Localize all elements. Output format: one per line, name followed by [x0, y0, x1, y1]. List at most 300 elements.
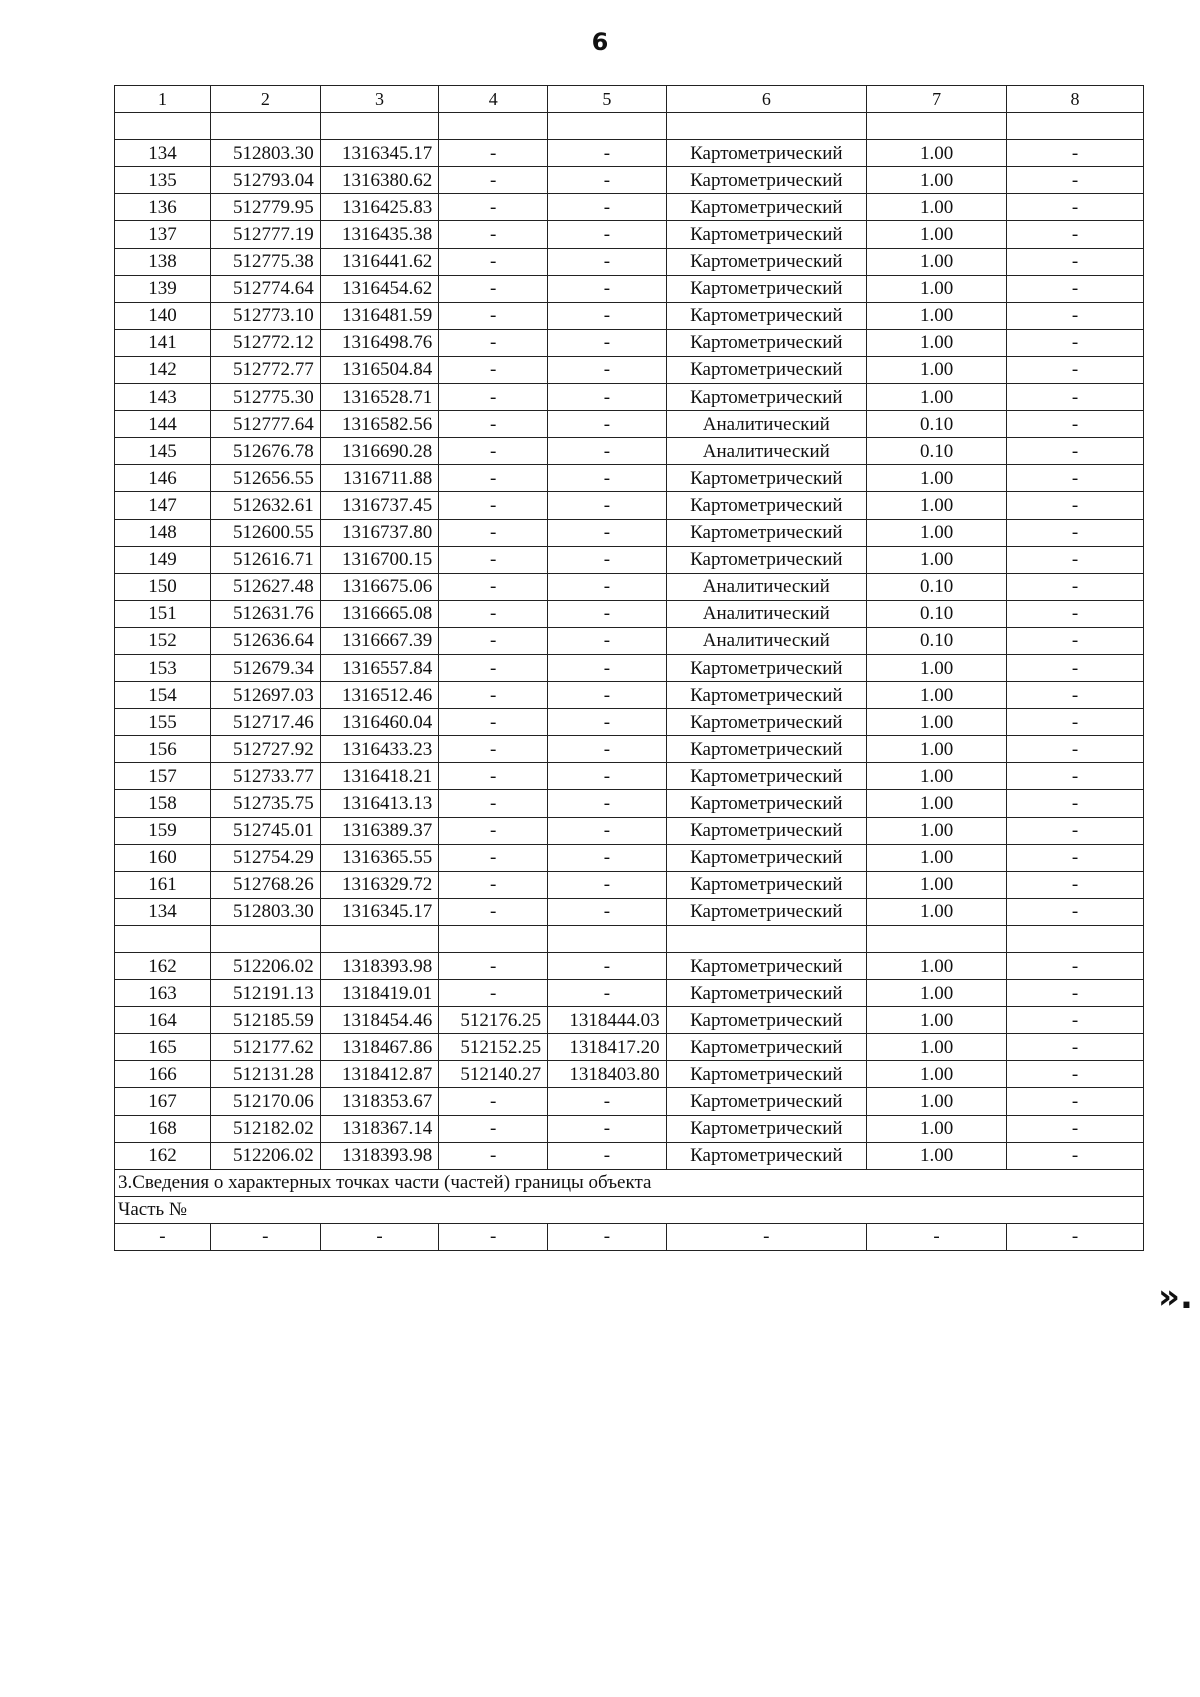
accuracy: 0.10 [867, 573, 1007, 600]
description: - [1007, 953, 1144, 980]
point-number: 134 [115, 898, 211, 925]
empty-cell [1007, 113, 1144, 140]
description: - [1007, 573, 1144, 600]
x-coordinate: 512772.12 [210, 329, 320, 356]
y-new-coordinate: - [548, 654, 667, 681]
accuracy: 1.00 [867, 682, 1007, 709]
y-new-coordinate: - [548, 573, 667, 600]
table-row [115, 817, 1144, 844]
table-row [115, 763, 1144, 790]
column-header: 2 [210, 86, 320, 113]
table-row [115, 384, 1144, 411]
point-number: 140 [115, 302, 211, 329]
y-new-coordinate: - [548, 763, 667, 790]
accuracy: 1.00 [867, 654, 1007, 681]
y-new-coordinate: - [548, 871, 667, 898]
page-number: 6 [591, 28, 609, 56]
y-new-coordinate: - [548, 356, 667, 383]
x-new-coordinate: - [439, 438, 548, 465]
x-coordinate: 512182.02 [210, 1115, 320, 1142]
y-new-coordinate: - [548, 600, 667, 627]
description: - [1007, 356, 1144, 383]
accuracy: 1.00 [867, 817, 1007, 844]
dash-cell: - [320, 1223, 439, 1250]
y-new-coordinate: - [548, 194, 667, 221]
accuracy: 1.00 [867, 302, 1007, 329]
x-coordinate: 512717.46 [210, 709, 320, 736]
method: Картометрический [666, 194, 866, 221]
method: Картометрический [666, 871, 866, 898]
method: Картометрический [666, 1142, 866, 1169]
description: - [1007, 1034, 1144, 1061]
point-number: 134 [115, 140, 211, 167]
x-new-coordinate: - [439, 248, 548, 275]
method: Картометрический [666, 329, 866, 356]
description: - [1007, 871, 1144, 898]
accuracy: 1.00 [867, 1142, 1007, 1169]
y-coordinate: 1316441.62 [320, 248, 439, 275]
method: Картометрический [666, 898, 866, 925]
y-new-coordinate: - [548, 1088, 667, 1115]
method: Картометрический [666, 1061, 866, 1088]
accuracy: 1.00 [867, 221, 1007, 248]
x-coordinate: 512777.64 [210, 411, 320, 438]
y-coordinate: 1316528.71 [320, 384, 439, 411]
y-coordinate: 1316380.62 [320, 167, 439, 194]
empty-cell [1007, 925, 1144, 952]
x-new-coordinate: - [439, 167, 548, 194]
table-row [115, 275, 1144, 302]
point-number: 165 [115, 1034, 211, 1061]
accuracy: 1.00 [867, 1115, 1007, 1142]
y-new-coordinate: - [548, 709, 667, 736]
y-new-coordinate: - [548, 682, 667, 709]
y-coordinate: 1316700.15 [320, 546, 439, 573]
table-row [115, 1142, 1144, 1169]
y-coordinate: 1316389.37 [320, 817, 439, 844]
x-coordinate: 512779.95 [210, 194, 320, 221]
y-coordinate: 1316460.04 [320, 709, 439, 736]
y-coordinate: 1316512.46 [320, 682, 439, 709]
table-row [115, 898, 1144, 925]
column-header: 7 [867, 86, 1007, 113]
y-new-coordinate: - [548, 438, 667, 465]
x-new-coordinate: - [439, 140, 548, 167]
header-row [115, 86, 1144, 113]
y-coordinate: 1316329.72 [320, 871, 439, 898]
table-row [115, 519, 1144, 546]
x-coordinate: 512632.61 [210, 492, 320, 519]
empty-cell [439, 113, 548, 140]
dash-cell: - [210, 1223, 320, 1250]
accuracy: 1.00 [867, 1061, 1007, 1088]
y-coordinate: 1316435.38 [320, 221, 439, 248]
x-coordinate: 512206.02 [210, 953, 320, 980]
x-coordinate: 512793.04 [210, 167, 320, 194]
y-new-coordinate: 1318444.03 [548, 1007, 667, 1034]
x-new-coordinate: - [439, 384, 548, 411]
empty-cell [439, 925, 548, 952]
accuracy: 1.00 [867, 248, 1007, 275]
accuracy: 1.00 [867, 763, 1007, 790]
x-new-coordinate: - [439, 194, 548, 221]
description: - [1007, 140, 1144, 167]
method: Картометрический [666, 709, 866, 736]
x-new-coordinate: - [439, 736, 548, 763]
accuracy: 1.00 [867, 492, 1007, 519]
x-new-coordinate: - [439, 844, 548, 871]
description: - [1007, 1007, 1144, 1034]
method: Картометрический [666, 980, 866, 1007]
x-coordinate: 512697.03 [210, 682, 320, 709]
x-coordinate: 512803.30 [210, 898, 320, 925]
x-coordinate: 512733.77 [210, 763, 320, 790]
x-new-coordinate: - [439, 492, 548, 519]
x-coordinate: 512177.62 [210, 1034, 320, 1061]
empty-cell [115, 113, 211, 140]
x-new-coordinate: - [439, 546, 548, 573]
y-coordinate: 1316433.23 [320, 736, 439, 763]
table-row [115, 411, 1144, 438]
method: Картометрический [666, 682, 866, 709]
y-new-coordinate: - [548, 980, 667, 1007]
point-number: 159 [115, 817, 211, 844]
method: Аналитический [666, 600, 866, 627]
x-coordinate: 512745.01 [210, 817, 320, 844]
y-coordinate: 1316498.76 [320, 329, 439, 356]
description: - [1007, 221, 1144, 248]
point-number: 146 [115, 465, 211, 492]
point-number: 164 [115, 1007, 211, 1034]
y-coordinate: 1316425.83 [320, 194, 439, 221]
x-new-coordinate: - [439, 654, 548, 681]
closing-quote-mark: ». [1158, 1277, 1193, 1317]
y-coordinate: 1316582.56 [320, 411, 439, 438]
x-coordinate: 512777.19 [210, 221, 320, 248]
method: Картометрический [666, 302, 866, 329]
method: Картометрический [666, 519, 866, 546]
x-coordinate: 512772.77 [210, 356, 320, 383]
table-row [115, 1088, 1144, 1115]
accuracy: 1.00 [867, 898, 1007, 925]
dash-cell: - [439, 1223, 548, 1250]
empty-cell [210, 113, 320, 140]
point-number: 150 [115, 573, 211, 600]
table-row [115, 980, 1144, 1007]
x-coordinate: 512616.71 [210, 546, 320, 573]
accuracy: 0.10 [867, 600, 1007, 627]
description: - [1007, 736, 1144, 763]
y-new-coordinate: - [548, 627, 667, 654]
x-new-coordinate: - [439, 627, 548, 654]
table-row [115, 573, 1144, 600]
description: - [1007, 709, 1144, 736]
y-coordinate: 1316418.21 [320, 763, 439, 790]
x-new-coordinate: 512176.25 [439, 1007, 548, 1034]
y-new-coordinate: - [548, 167, 667, 194]
method: Картометрический [666, 248, 866, 275]
y-coordinate: 1316667.39 [320, 627, 439, 654]
point-number: 136 [115, 194, 211, 221]
description: - [1007, 600, 1144, 627]
y-coordinate: 1316690.28 [320, 438, 439, 465]
method: Картометрический [666, 384, 866, 411]
point-number: 160 [115, 844, 211, 871]
method: Аналитический [666, 438, 866, 465]
method: Картометрический [666, 221, 866, 248]
description: - [1007, 1115, 1144, 1142]
description: - [1007, 1088, 1144, 1115]
y-new-coordinate: 1318403.80 [548, 1061, 667, 1088]
point-number: 145 [115, 438, 211, 465]
table-row [115, 871, 1144, 898]
x-coordinate: 512727.92 [210, 736, 320, 763]
description: - [1007, 248, 1144, 275]
column-header: 5 [548, 86, 667, 113]
point-number: 135 [115, 167, 211, 194]
method: Картометрический [666, 736, 866, 763]
empty-cell [548, 925, 667, 952]
section-title: 3.Сведения о характерных точках части (частей) границы объекта [115, 1169, 1144, 1196]
point-number: 168 [115, 1115, 211, 1142]
empty-cell [320, 113, 439, 140]
description: - [1007, 465, 1144, 492]
x-new-coordinate: - [439, 1142, 548, 1169]
description: - [1007, 844, 1144, 871]
table-row [115, 654, 1144, 681]
accuracy: 1.00 [867, 275, 1007, 302]
y-coordinate: 1316481.59 [320, 302, 439, 329]
coordinates-table [114, 85, 1144, 1251]
method: Картометрический [666, 356, 866, 383]
x-new-coordinate: - [439, 871, 548, 898]
accuracy: 1.00 [867, 953, 1007, 980]
x-new-coordinate: 512152.25 [439, 1034, 548, 1061]
method: Картометрический [666, 844, 866, 871]
x-coordinate: 512656.55 [210, 465, 320, 492]
point-number: 162 [115, 953, 211, 980]
x-new-coordinate: - [439, 411, 548, 438]
point-number: 143 [115, 384, 211, 411]
point-number: 148 [115, 519, 211, 546]
y-coordinate: 1316737.45 [320, 492, 439, 519]
y-coordinate: 1316737.80 [320, 519, 439, 546]
y-coordinate: 1316454.62 [320, 275, 439, 302]
x-new-coordinate: - [439, 221, 548, 248]
column-header: 8 [1007, 86, 1144, 113]
table-row [115, 356, 1144, 383]
point-number: 157 [115, 763, 211, 790]
x-new-coordinate: - [439, 980, 548, 1007]
description: - [1007, 167, 1144, 194]
accuracy: 1.00 [867, 790, 1007, 817]
description: - [1007, 1142, 1144, 1169]
column-header: 3 [320, 86, 439, 113]
accuracy: 1.00 [867, 1088, 1007, 1115]
method: Картометрический [666, 275, 866, 302]
table-row [115, 194, 1144, 221]
point-number: 152 [115, 627, 211, 654]
accuracy: 0.10 [867, 627, 1007, 654]
y-coordinate: 1316365.55 [320, 844, 439, 871]
accuracy: 1.00 [867, 356, 1007, 383]
y-coordinate: 1316711.88 [320, 465, 439, 492]
y-new-coordinate: - [548, 275, 667, 302]
empty-cell [548, 113, 667, 140]
accuracy: 1.00 [867, 329, 1007, 356]
empty-cell [867, 113, 1007, 140]
table-row [115, 302, 1144, 329]
y-coordinate: 1318353.67 [320, 1088, 439, 1115]
x-new-coordinate: - [439, 682, 548, 709]
point-number: 141 [115, 329, 211, 356]
description: - [1007, 438, 1144, 465]
x-new-coordinate: - [439, 953, 548, 980]
method: Картометрический [666, 763, 866, 790]
table-row [115, 709, 1144, 736]
method: Картометрический [666, 492, 866, 519]
x-coordinate: 512600.55 [210, 519, 320, 546]
method: Картометрический [666, 1034, 866, 1061]
y-new-coordinate: - [548, 736, 667, 763]
table-row [115, 1061, 1144, 1088]
y-new-coordinate: - [548, 1142, 667, 1169]
x-new-coordinate: - [439, 275, 548, 302]
accuracy: 1.00 [867, 465, 1007, 492]
description: - [1007, 817, 1144, 844]
x-coordinate: 512803.30 [210, 140, 320, 167]
y-coordinate: 1316345.17 [320, 140, 439, 167]
y-coordinate: 1318419.01 [320, 980, 439, 1007]
point-number: 162 [115, 1142, 211, 1169]
table-row [115, 790, 1144, 817]
x-new-coordinate: - [439, 817, 548, 844]
point-number: 156 [115, 736, 211, 763]
y-coordinate: 1316504.84 [320, 356, 439, 383]
table-row [115, 329, 1144, 356]
y-new-coordinate: - [548, 492, 667, 519]
dash-cell: - [867, 1223, 1007, 1250]
table-row [115, 1034, 1144, 1061]
x-coordinate: 512627.48 [210, 573, 320, 600]
y-coordinate: 1318393.98 [320, 1142, 439, 1169]
x-new-coordinate: - [439, 302, 548, 329]
accuracy: 0.10 [867, 438, 1007, 465]
method: Картометрический [666, 1088, 866, 1115]
description: - [1007, 302, 1144, 329]
accuracy: 1.00 [867, 1007, 1007, 1034]
empty-cell [666, 113, 866, 140]
x-new-coordinate: - [439, 1115, 548, 1142]
method: Картометрический [666, 1007, 866, 1034]
section-title-row [115, 1169, 1144, 1196]
y-new-coordinate: - [548, 898, 667, 925]
y-new-coordinate: - [548, 844, 667, 871]
y-new-coordinate: 1318417.20 [548, 1034, 667, 1061]
point-number: 142 [115, 356, 211, 383]
x-coordinate: 512676.78 [210, 438, 320, 465]
y-coordinate: 1316665.08 [320, 600, 439, 627]
column-header: 6 [666, 86, 866, 113]
x-coordinate: 512631.76 [210, 600, 320, 627]
empty-cell [115, 925, 211, 952]
point-number: 138 [115, 248, 211, 275]
table-row [115, 1115, 1144, 1142]
description: - [1007, 682, 1144, 709]
dash-cell: - [115, 1223, 211, 1250]
accuracy: 1.00 [867, 167, 1007, 194]
description: - [1007, 329, 1144, 356]
point-number: 137 [115, 221, 211, 248]
table-row [115, 167, 1144, 194]
method: Картометрический [666, 817, 866, 844]
x-new-coordinate: - [439, 573, 548, 600]
contour-separator-row [115, 925, 1144, 952]
table-row [115, 627, 1144, 654]
y-coordinate: 1318454.46 [320, 1007, 439, 1034]
dash-cell: - [1007, 1223, 1144, 1250]
table-row [115, 682, 1144, 709]
accuracy: 1.00 [867, 844, 1007, 871]
table-row [115, 546, 1144, 573]
x-coordinate: 512768.26 [210, 871, 320, 898]
description: - [1007, 384, 1144, 411]
description: - [1007, 275, 1144, 302]
x-coordinate: 512679.34 [210, 654, 320, 681]
table-row [115, 600, 1144, 627]
x-coordinate: 512185.59 [210, 1007, 320, 1034]
method: Аналитический [666, 627, 866, 654]
x-new-coordinate: - [439, 329, 548, 356]
x-new-coordinate: - [439, 600, 548, 627]
x-coordinate: 512775.30 [210, 384, 320, 411]
x-new-coordinate: - [439, 898, 548, 925]
x-new-coordinate: - [439, 709, 548, 736]
x-new-coordinate: - [439, 763, 548, 790]
y-new-coordinate: - [548, 519, 667, 546]
x-coordinate: 512170.06 [210, 1088, 320, 1115]
x-coordinate: 512206.02 [210, 1142, 320, 1169]
table-row [115, 248, 1144, 275]
y-coordinate: 1316557.84 [320, 654, 439, 681]
description: - [1007, 194, 1144, 221]
accuracy: 1.00 [867, 519, 1007, 546]
point-number: 144 [115, 411, 211, 438]
x-new-coordinate: - [439, 790, 548, 817]
x-new-coordinate: - [439, 356, 548, 383]
description: - [1007, 790, 1144, 817]
y-coordinate: 1316413.13 [320, 790, 439, 817]
x-coordinate: 512735.75 [210, 790, 320, 817]
description: - [1007, 492, 1144, 519]
point-number: 158 [115, 790, 211, 817]
table-row [115, 465, 1144, 492]
point-number: 153 [115, 654, 211, 681]
empty-cell [666, 925, 866, 952]
x-new-coordinate: - [439, 519, 548, 546]
y-new-coordinate: - [548, 411, 667, 438]
point-number: 167 [115, 1088, 211, 1115]
y-new-coordinate: - [548, 465, 667, 492]
x-coordinate: 512773.10 [210, 302, 320, 329]
method: Картометрический [666, 953, 866, 980]
y-new-coordinate: - [548, 248, 667, 275]
method: Аналитический [666, 573, 866, 600]
dash-cell: - [666, 1223, 866, 1250]
table-row [115, 492, 1144, 519]
point-number: 163 [115, 980, 211, 1007]
method: Картометрический [666, 140, 866, 167]
